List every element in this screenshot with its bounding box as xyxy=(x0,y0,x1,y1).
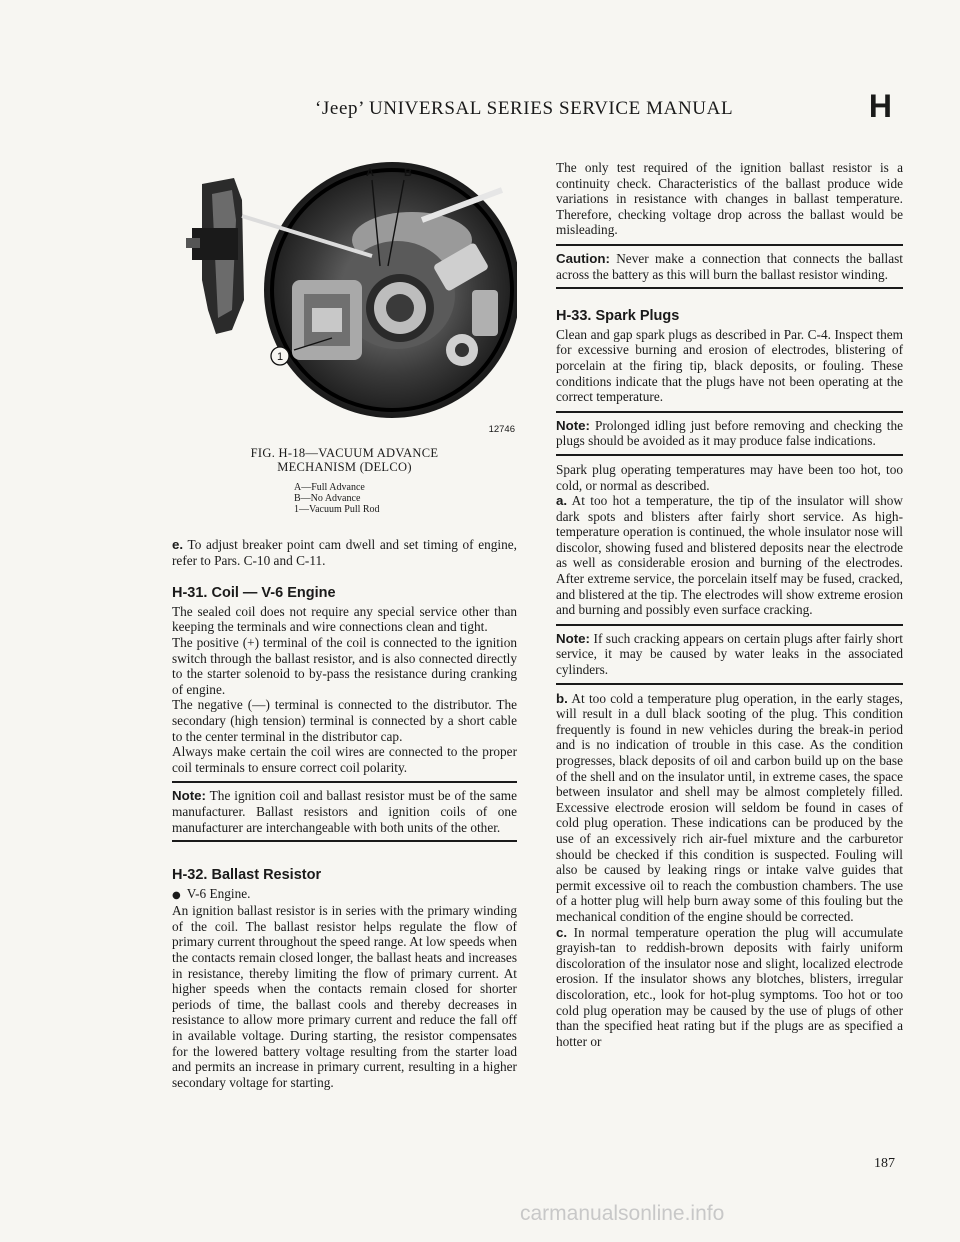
paragraph-e xyxy=(172,537,517,568)
h33-paragraph-1: Clean and gap spark plugs as described in Par. C-4. Inspect them for excessive burning and erosion of electrodes, blistering of porcelain at the firing tip, black deposits, or fouling. These conditions indicate that the plugs have not been operating at the correct temperature. xyxy=(556,326,903,405)
legend-item: B—No Advance xyxy=(294,493,361,504)
note-box-cracking xyxy=(556,624,903,685)
h31-paragraph-4: Always make certain the coil wires are connected to the proper coil terminals to ensure correct coil polarity. xyxy=(172,744,517,775)
right-column xyxy=(556,160,903,1049)
h31-paragraph-1: The sealed coil does not require any special service other than keeping the terminals and wire connections clean and tight. xyxy=(172,603,517,635)
caption-line-2: MECHANISM (DELCO) xyxy=(277,460,412,474)
para-c-text: In normal temperature operation the plug will accumulate grayish-tan to reddish-brown deposits with fairly uniform discoloration of the insulator nose and slight, localized electrode erosion. If the insulator shows any blotches, blisters, irregular discoloration, etc., look for hot-plug symptoms. Too hot or too cold plug operation may be caused by the use of plugs of other than the specified heat rating but if the plugs are as specified a hotter or xyxy=(556,924,903,1049)
para-a-label: a. xyxy=(556,493,568,509)
caution-label: Caution: xyxy=(556,250,610,266)
para-c-label: c. xyxy=(556,924,568,940)
note-text: Prolonged idling just before removing and checking the plugs should be avoided as it may produce false indications. xyxy=(556,417,903,449)
figure-legend xyxy=(294,482,517,515)
note-box-coil xyxy=(172,781,517,842)
paragraph-c xyxy=(556,925,903,1050)
note-label: Note: xyxy=(172,788,206,804)
caution-box xyxy=(556,244,903,289)
section-h32-title: H-32. Ballast Resistor xyxy=(172,867,322,884)
para-e-text: To adjust breaker point cam dwell and set timing of engine, refer to Pars. C-10 and C-11. xyxy=(172,537,518,568)
section-letter: H xyxy=(868,88,892,124)
h31-paragraph-3: The negative (—) terminal is connected to the distributor. The secondary (high tension) terminal is connected by a short cable to the center terminal in the distributor cap. xyxy=(172,697,517,744)
note-text: If such cracking appears on certain plugs after fairly short service, it may be caused by water leaks in the associated cylinders. xyxy=(556,630,903,678)
note-label: Note: xyxy=(556,630,590,646)
distributor-illustration xyxy=(172,160,517,428)
figure-number: 12746 xyxy=(488,424,515,435)
legend-item: 1—Vacuum Pull Rod xyxy=(294,504,380,515)
para-e-label: e. xyxy=(172,537,184,552)
note-label: Note: xyxy=(556,417,590,433)
para-b-text: At too cold a temperature plug operation, in the early stages, will result in a dull black sooting of the plug. This condition frequently is found in new vehicles during the break-in period and is no indication of trouble in this case. As the condition progresses, black deposits of oil and carbon build up on the base of the shell and on the insulator until, in extreme cases, the space between insulator and shell may be almost completely filled. Excessive electrode erosion will seldom be found in cases of cold plug operation. These indications can be produced by the use of an excessively rich air-fuel mixture and the carburetor should be checked if this condition is suspected. Fouling will also be caused by leaking rings or intake valve guides that permit excessive oil to reach the combustion chambers. The use of a hotter plug will help burn away some of this fouling but the mechanical condition of the engine should be corrected. xyxy=(556,690,903,924)
callout-a: A xyxy=(366,167,374,179)
paragraph-a xyxy=(556,493,903,618)
bullet-text: V-6 Engine. xyxy=(186,885,251,901)
page-header xyxy=(140,88,900,132)
watermark: carmanualsonline.info xyxy=(520,1202,725,1225)
note-box-idling xyxy=(556,411,903,456)
h32-paragraph-1: An ignition ballast resistor is in series with the primary winding of the coil. The ballast resistor helps regulate the flow of primary current throughout the speed range. At low speeds when the contacts remain closed longer, the ballast heats and increases in resistance, thereby limiting the flow of primary current. At higher speeds when the contacts remain closed for shorter periods of time, the ballast cools and thereby decreases in resistance to allow more primary current and reduce the fall off in available voltage. During starting, the resistor compensates for the lowered battery voltage resulting from the starter load and permits an increase in primary current, resulting in a higher secondary voltage for starting. xyxy=(172,903,517,1090)
paragraph-b xyxy=(556,691,903,925)
header-title: ‘Jeep’ UNIVERSAL SERIES SERVICE MANUAL xyxy=(315,98,734,119)
caption-line-1: FIG. H-18—VACUUM ADVANCE xyxy=(250,446,439,460)
caution-text: Never make a connection that connects the ballast across the battery as this will burn the ballast resistor winding. xyxy=(556,250,904,282)
para-b-label: b. xyxy=(556,690,568,706)
legend-item: A—Full Advance xyxy=(294,482,365,493)
temperature-intro: Spark plug operating temperatures may have been too hot, too cold, or normal as described. xyxy=(556,461,903,493)
section-h31-title: H-31. Coil — V-6 Engine xyxy=(172,585,336,602)
h32-bullet xyxy=(172,886,517,904)
h31-paragraph-2: The positive (+) terminal of the coil is connected to the ignition switch through the ballast resistor, and is also connected directly to the starter solenoid to by-pass the resistance during cranking of engine. xyxy=(172,634,517,697)
page-number: 187 xyxy=(874,1156,895,1171)
para-a-text: At too hot a temperature, the tip of the insulator will show dark spots and blisters after fairly short service. As high-temperature operation is continued, the whole insulator nose will discolor, showing fused and blistered deposits near the electrode as well as considerable erosion and burning of the electrodes. After extreme service, the porcelain itself may be fused, cracked, and blistered at the tip. The electrodes will show extreme erosion and burning and possibly even surface cracking. xyxy=(556,493,903,618)
ballast-test-paragraph: The only test required of the ignition ballast resistor is a continuity check. Characteristics of the ballast produce wide variations in resistance with changes in ballast temperature. Therefore, checking voltage drop across the ballast would be misleading. xyxy=(556,160,903,238)
left-column xyxy=(172,160,517,1090)
callout-b: B xyxy=(404,167,412,179)
bullet-icon: ● xyxy=(172,889,181,901)
figure-vacuum-advance xyxy=(172,160,517,435)
figure-caption xyxy=(172,446,517,474)
callout-1: 1 xyxy=(277,351,284,363)
section-h33-title: H-33. Spark Plugs xyxy=(556,308,680,325)
note-text: The ignition coil and ballast resistor must be of the same manufacturer. Ballast resistors and ignition coils of one manufacturer are interchangeable with both units of the other. xyxy=(172,788,517,835)
